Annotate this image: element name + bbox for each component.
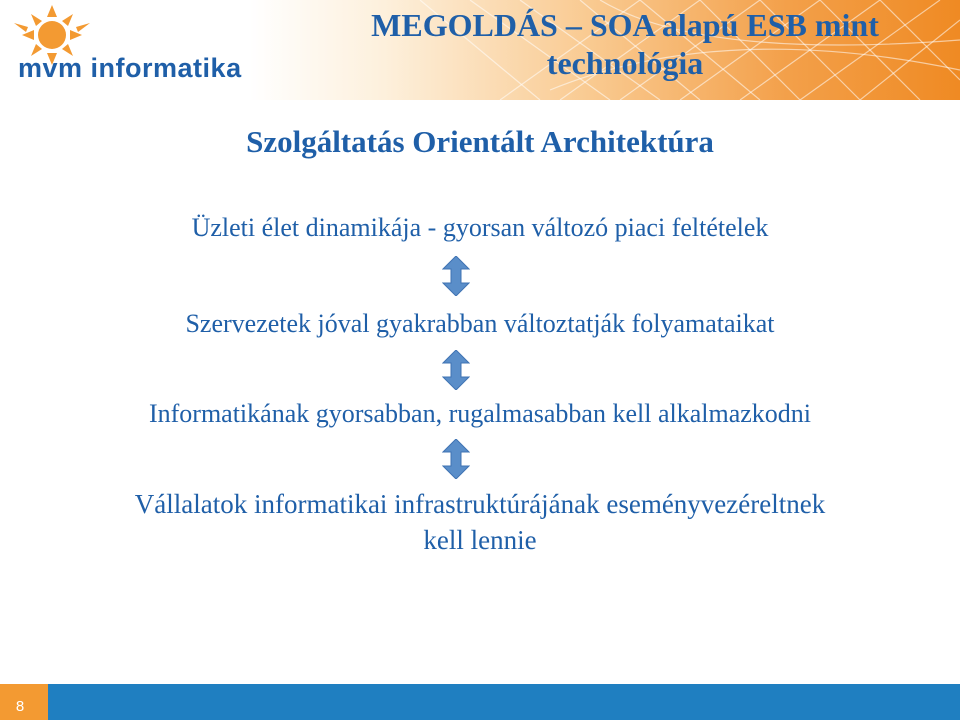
- slide-title-line1: MEGOLDÁS – SOA alapú ESB mint: [371, 7, 879, 43]
- slide-title-line2: technológia: [546, 45, 704, 81]
- statement-3: Informatikának gyorsabban, rugalmasabban kell alkalmazkodni: [148, 399, 812, 428]
- slide-title: [300, 6, 950, 82]
- company-logo: [8, 5, 240, 93]
- logo-brand: mvm: [18, 53, 83, 83]
- double-arrow-icon: [442, 256, 470, 296]
- page-number: 8: [15, 698, 25, 715]
- statement-1: Üzleti élet dinamikája - gyorsan változó piaci feltételek: [191, 213, 769, 242]
- statement-2: Szervezetek jóval gyakrabban változtatják folyamataikat: [185, 309, 775, 338]
- statement-4: [0, 486, 960, 558]
- slide-subtitle: Szolgáltatás Orientált Architektúra: [246, 124, 714, 159]
- logo-text: [18, 53, 242, 84]
- double-arrow-icon: [442, 439, 470, 479]
- footer-bar: [0, 684, 960, 720]
- logo-word: informatika: [90, 53, 242, 83]
- statement-4-line1: Vállalatok informatikai infrastruktúrájának eseményvezéreltnek: [134, 489, 826, 519]
- statement-4-line2: kell lennie: [423, 525, 537, 555]
- double-arrow-icon: [442, 350, 470, 390]
